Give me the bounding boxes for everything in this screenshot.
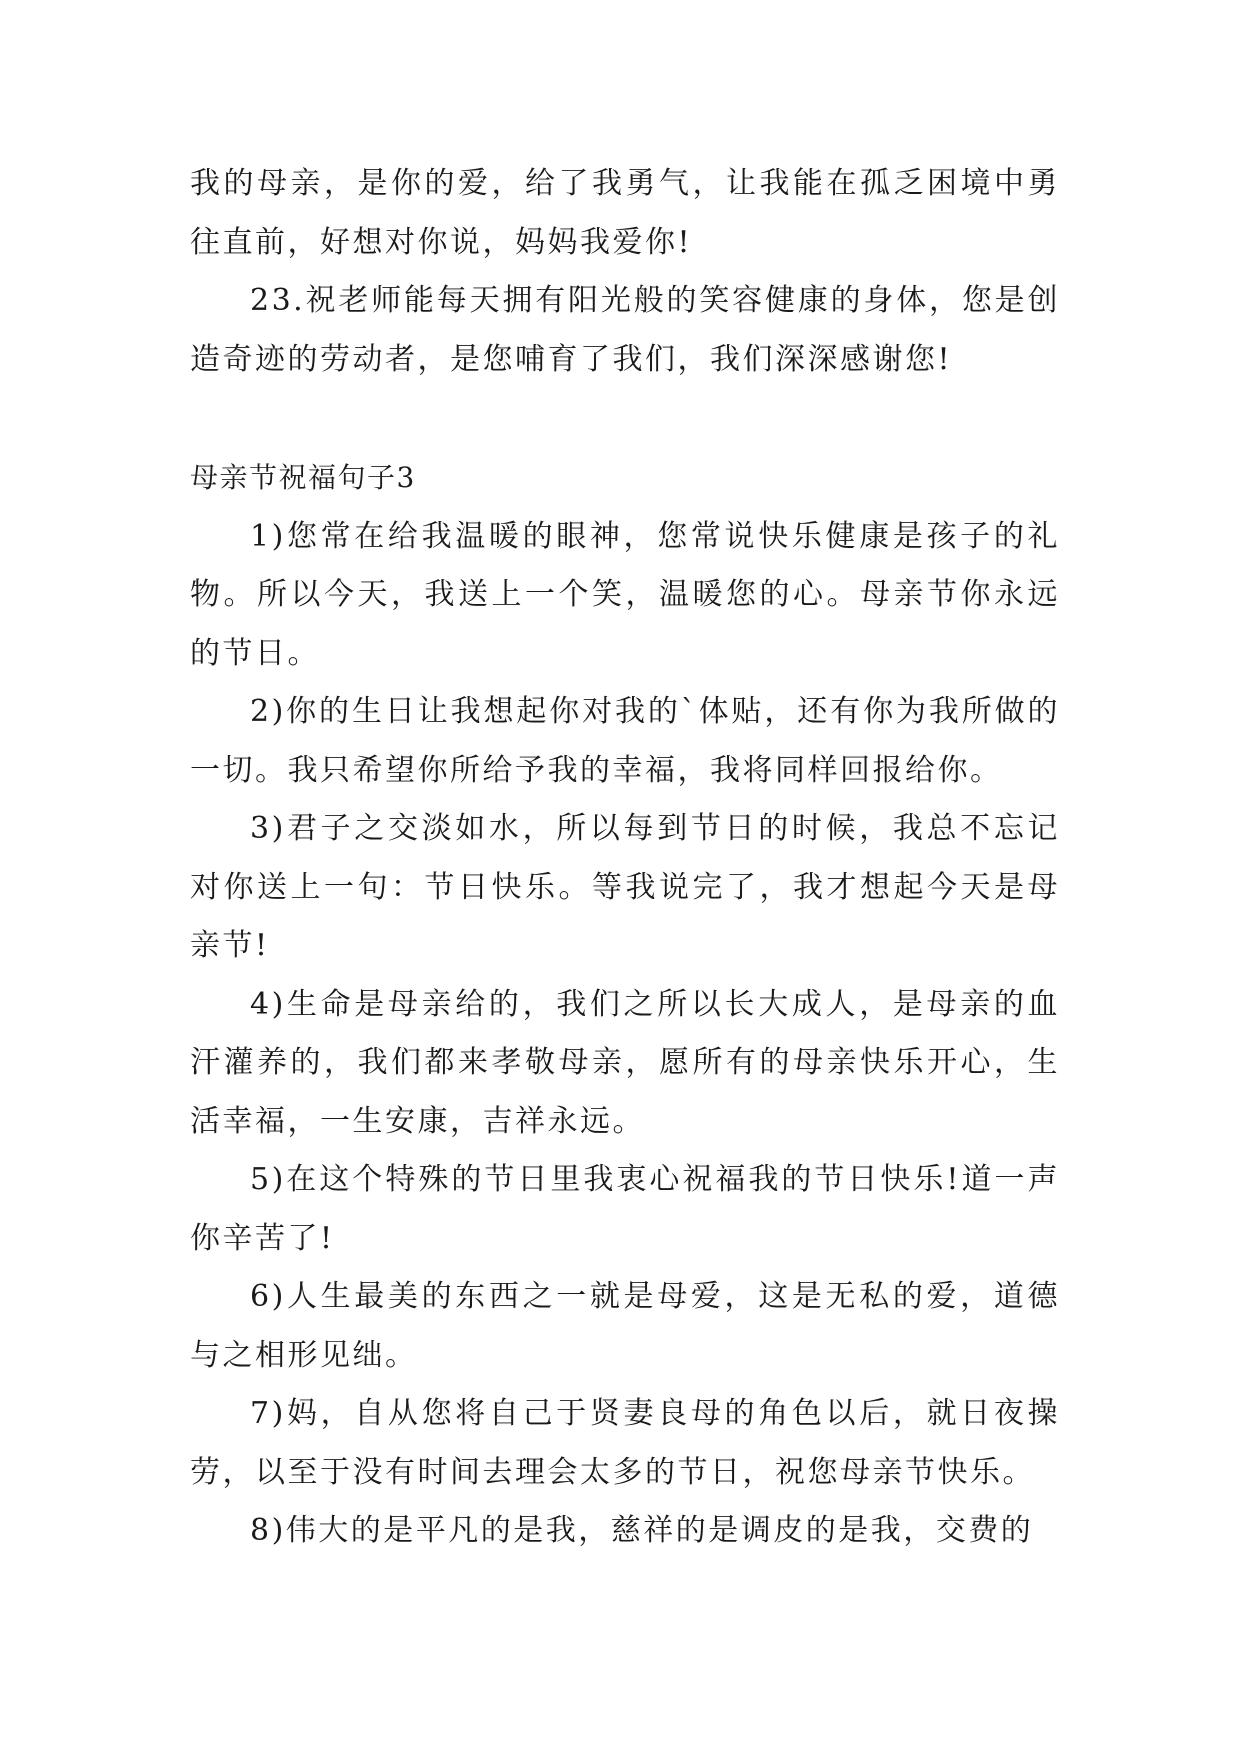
top-text-block xyxy=(190,155,1060,389)
item-23-paragraph: 23.祝老师能每天拥有阳光般的笑容健康的身体，您是创造奇迹的劳动者，是您哺育了我们，我们深深感谢您! xyxy=(190,283,1060,377)
list-item: 6)人生最美的东西之一就是母爱，这是无私的爱，道德与之相形见绌。 xyxy=(190,1279,1060,1373)
list-item: 8)伟大的是平凡的是我，慈祥的是调皮的是我，交费的 xyxy=(250,1513,1034,1548)
list-item: 1)您常在给我温暖的眼神，您常说快乐健康是孩子的礼物。所以今天，我送上一个笑，温暖您的心。母亲节你永远的节日。 xyxy=(190,518,1060,671)
list-item: 7)妈，自从您将自己于贤妻良母的角色以后，就日夜操劳，以至于没有时间去理会太多的节日，祝您母亲节快乐。 xyxy=(190,1396,1060,1490)
list-item: 3)君子之交淡如水，所以每到节日的时候，我总不忘记对你送上一句：节日快乐。等我说完了，我才想起今天是母亲节! xyxy=(190,811,1060,963)
list-item: 4)生命是母亲给的，我们之所以长大成人，是母亲的血汗灌养的，我们都来孝敬母亲，愿所有的母亲快乐开心，生活幸福，一生安康，吉祥永远。 xyxy=(190,986,1060,1139)
continuation-paragraph: 我的母亲，是你的爱，给了我勇气，让我能在孤乏困境中勇往直前，好想对你说，妈妈我爱你! xyxy=(190,166,1060,260)
list-item: 5)在这个特殊的节日里我衷心祝福我的节日快乐!道一声你辛苦了! xyxy=(190,1162,1060,1256)
section-title: 母亲节祝福句子3 xyxy=(190,461,416,494)
list-item: 2)你的生日让我想起你对我的`体贴，还有你为我所做的一切。我只希望你所给予我的幸福，我将同样回报给你。 xyxy=(190,694,1060,788)
section-block xyxy=(190,449,1060,1561)
